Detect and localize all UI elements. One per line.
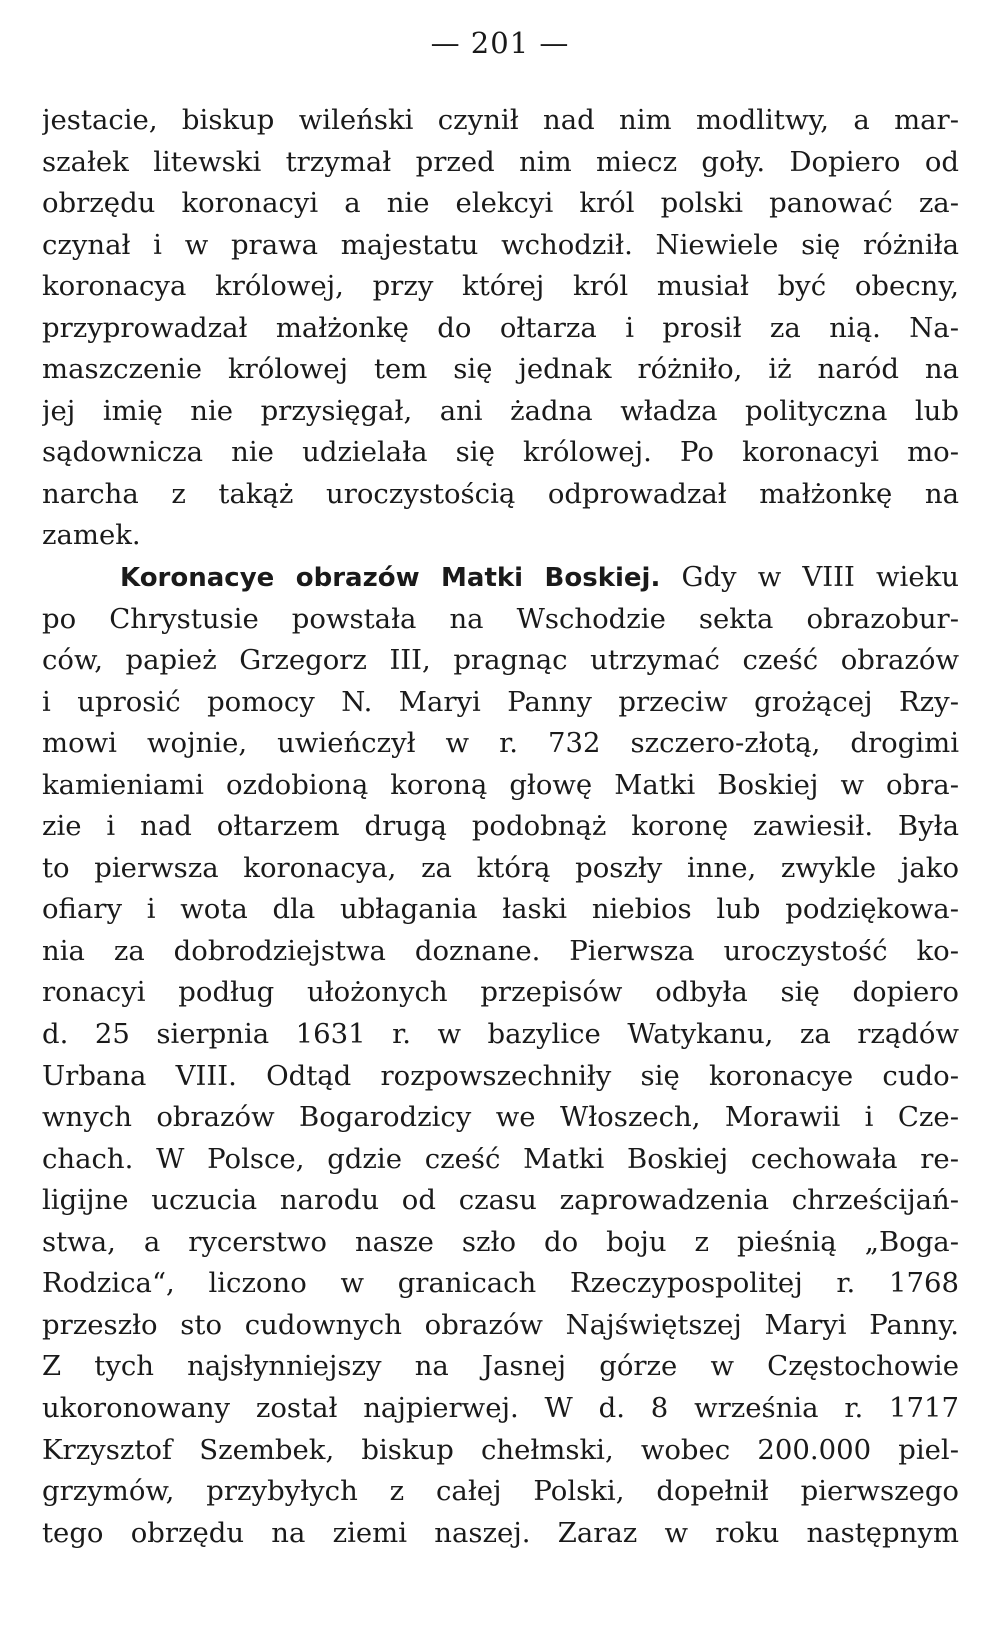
text-line: obrzędu koronacyi a nie elekcyi król polski panować za- bbox=[42, 187, 959, 220]
text-line: po Chrystusie powstała na Wschodzie sekta obrazobur- bbox=[42, 602, 959, 635]
text-line: chach. W Polsce, gdzie cześć Matki Boskiej cechowała re- bbox=[42, 1142, 959, 1175]
text-line-after-heading: Gdy w VIII wieku bbox=[681, 561, 959, 594]
text-line: szałek litewski trzymał przed nim miecz goły. Dopiero od bbox=[42, 145, 959, 178]
text-line: czynał i w prawa majestatu wchodził. Niewiele się różniła bbox=[42, 228, 959, 261]
text-line: Rodzica“, liczono w granicach Rzeczypospolitej r. 1768 bbox=[42, 1267, 959, 1300]
text-line: koronacya królowej, przy której król musiał być obecny, bbox=[42, 270, 959, 303]
section-heading-line bbox=[42, 557, 959, 599]
text-line: sądownicza nie udzielała się królowej. Po koronacyi mo- bbox=[42, 436, 959, 469]
text-line: ców, papież Grzegorz III, pragnąc utrzymać cześć obrazów bbox=[42, 644, 959, 677]
page-number: — 201 — bbox=[430, 26, 570, 60]
section-heading: Koronacye obrazów Matki Boskiej. bbox=[120, 563, 661, 594]
text-line: jej imię nie przysięgał, ani żadna władza polityczna lub bbox=[42, 394, 959, 427]
text-line: ligijne uczucia narodu od czasu zaprowadzenia chrześcijań- bbox=[42, 1184, 959, 1217]
text-line: maszczenie królowej tem się jednak różniło, iż naród na bbox=[42, 353, 959, 386]
text-line: to pierwsza koronacya, za którą poszły inne, zwykle jako bbox=[42, 851, 959, 884]
text-line: narcha z takąż uroczystością odprowadzał małżonkę na bbox=[42, 477, 959, 510]
text-line: d. 25 sierpnia 1631 r. w bazylice Watykanu, za rządów bbox=[42, 1018, 959, 1051]
text-line: mowi wojnie, uwieńczył w r. 732 szczero-złotą, drogimi bbox=[42, 727, 959, 760]
text-line: ukoronowany został najpierwej. W d. 8 września r. 1717 bbox=[42, 1391, 959, 1424]
text-line: jestacie, biskup wileński czynił nad nim modlitwy, a mar- bbox=[42, 104, 959, 136]
text-line: ronacyi podług ułożonych przepisów odbyła się dopiero bbox=[42, 976, 959, 1009]
text-line: przyprowadzał małżonkę do ołtarza i prosił za nią. Na- bbox=[42, 311, 959, 344]
text-line: tego obrzędu na ziemi naszej. Zaraz w roku następnym bbox=[42, 1516, 959, 1549]
text-line: zamek. bbox=[42, 519, 141, 552]
body-text bbox=[42, 100, 959, 1554]
text-line: przeszło sto cudownych obrazów Najświętszej Maryi Panny. bbox=[42, 1308, 959, 1341]
text-line: stwa, a rycerstwo nasze szło do boju z pieśnią „Boga- bbox=[42, 1225, 959, 1258]
text-line: i uprosić pomocy N. Maryi Panny przeciw grożącej Rzy- bbox=[42, 685, 959, 718]
text-line: Z tych najsłynniejszy na Jasnej górze w Częstochowie bbox=[42, 1350, 959, 1383]
text-line: nia za dobrodziejstwa doznane. Pierwsza uroczystość ko- bbox=[42, 934, 959, 967]
text-line: zie i nad ołtarzem drugą podobnąż koronę zawiesił. Była bbox=[42, 810, 959, 843]
text-line: ofiary i wota dla ubłagania łaski niebios lub podziękowa- bbox=[42, 893, 959, 926]
text-line: grzymów, przybyłych z całej Polski, dopełnił pierwszego bbox=[42, 1475, 959, 1508]
text-line: Krzysztof Szembek, biskup chełmski, wobec 200.000 piel- bbox=[42, 1433, 959, 1466]
text-line: kamieniami ozdobioną koroną głowę Matki Boskiej w obra- bbox=[42, 768, 959, 801]
text-line: Urbana VIII. Odtąd rozpowszechniły się koronacye cudo- bbox=[42, 1059, 959, 1092]
text-line: wnych obrazów Bogarodzicy we Włoszech, Morawii i Cze- bbox=[42, 1101, 959, 1134]
